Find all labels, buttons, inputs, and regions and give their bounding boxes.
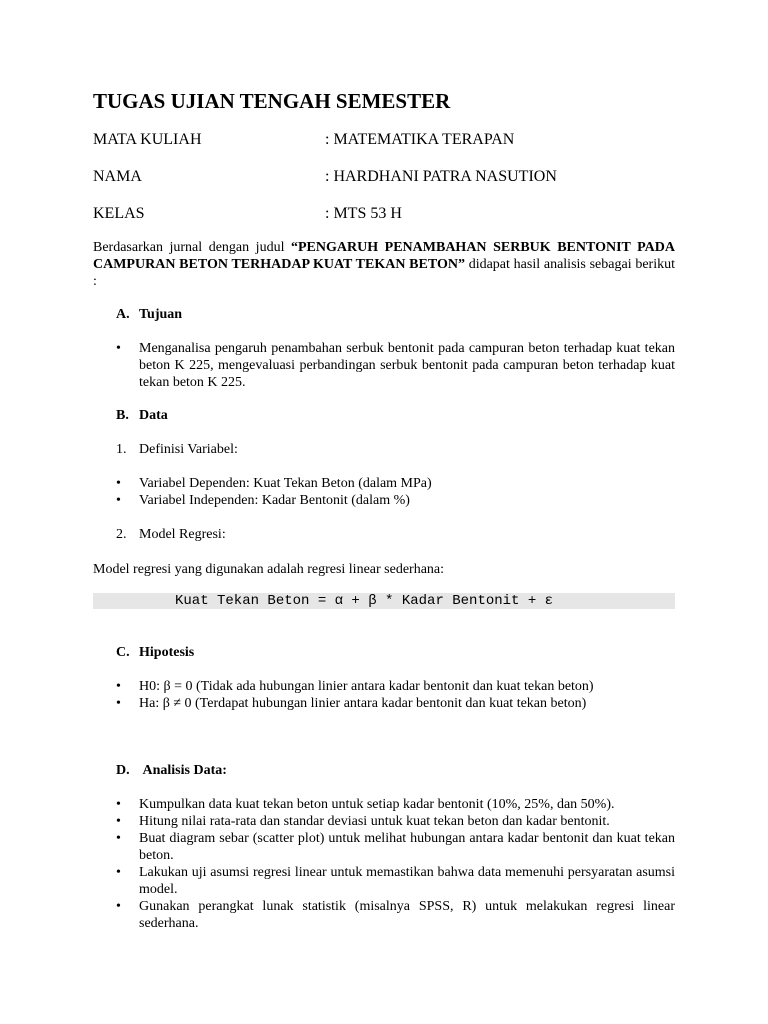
list-item [116, 898, 675, 932]
list-item-text: Kumpulkan data kuat tekan beton untuk setiap kadar bentonit (10%, 25%, dan 50%). [139, 797, 615, 812]
tujuan-list [116, 340, 675, 391]
document-title: TUGAS UJIAN TENGAH SEMESTER [93, 89, 451, 113]
section-b-heading [116, 407, 168, 424]
model-description: Model regresi yang digunakan adalah regresi linear sederhana: [93, 562, 445, 577]
bullet-icon: • [116, 797, 121, 812]
intro-paragraph [93, 239, 675, 290]
list-item-text: Variabel Independen: Kadar Bentonit (dalam %) [139, 493, 410, 508]
item-number: 1. [116, 442, 127, 457]
analysis-list [116, 796, 675, 932]
list-item-text: H0: β = 0 (Tidak ada hubungan linier antara kadar bentonit dan kuat tekan beton) [139, 679, 594, 694]
numbered-item-1 [116, 441, 238, 458]
regression-formula-box [93, 593, 675, 609]
info-label: KELAS [93, 205, 145, 222]
bullet-icon: • [116, 476, 121, 491]
item-text: Model Regresi: [139, 527, 226, 542]
intro-prefix: Berdasarkan jurnal dengan judul [93, 240, 291, 255]
list-item-text: Ha: β ≠ 0 (Terdapat hubungan linier antara kadar bentonit dan kuat tekan beton) [139, 696, 587, 711]
info-value: : MATEMATIKA TERAPAN [325, 131, 515, 148]
list-item-text: Lakukan uji asumsi regresi linear untuk memastikan bahwa data memenuhi persyaratan asumsi model. [139, 865, 675, 897]
bullet-icon: • [116, 899, 121, 914]
bullet-icon: • [116, 341, 121, 356]
section-letter: B. [116, 408, 129, 423]
list-item [116, 796, 675, 813]
list-item [116, 340, 675, 391]
hypothesis-list [116, 678, 675, 712]
list-item [116, 475, 675, 492]
section-letter: C. [116, 645, 130, 660]
list-item [116, 678, 675, 695]
regression-formula: Kuat Tekan Beton = α + β * Kadar Bentonit + ε [175, 593, 554, 609]
bullet-icon: • [116, 865, 121, 880]
list-item [116, 695, 675, 712]
list-item [116, 492, 675, 509]
info-label: MATA KULIAH [93, 131, 202, 148]
section-letter: D. [116, 763, 130, 778]
info-label: NAMA [93, 168, 142, 185]
section-title: Data [139, 408, 168, 423]
list-item [116, 830, 675, 864]
section-a-heading [116, 306, 182, 323]
info-value: : HARDHANI PATRA NASUTION [325, 168, 557, 185]
list-item [116, 864, 675, 898]
section-letter: A. [116, 307, 130, 322]
bullet-icon: • [116, 814, 121, 829]
list-item-text: Gunakan perangkat lunak statistik (misalnya SPSS, R) untuk melakukan regresi linear sederhana. [139, 899, 675, 931]
bullet-icon: • [116, 696, 121, 711]
intro-suffix: didapat hasil analisis sebagai berikut : [93, 257, 676, 289]
list-item-text: Hitung nilai rata-rata dan standar deviasi untuk kuat tekan beton dan kadar bentonit. [139, 814, 610, 829]
list-item-text: Variabel Dependen: Kuat Tekan Beton (dalam MPa) [139, 476, 432, 491]
variable-list [116, 475, 675, 509]
section-title: Tujuan [139, 307, 183, 322]
section-d-heading [116, 762, 227, 779]
section-title: Analisis Data: [142, 763, 227, 778]
item-number: 2. [116, 527, 127, 542]
bullet-icon: • [116, 831, 121, 846]
bullet-icon: • [116, 679, 121, 694]
list-item [116, 813, 675, 830]
list-item-text: Menganalisa pengaruh penambahan serbuk bentonit pada campuran beton terhadap kuat tekan beton K 225, mengevaluasi perbandingan serbuk bentonit pada campuran beton terhadap kuat tekan beton K 225. [139, 341, 675, 390]
info-value: : MTS 53 H [325, 205, 402, 222]
bullet-icon: • [116, 493, 121, 508]
numbered-item-2 [116, 526, 226, 543]
section-title: Hipotesis [139, 645, 195, 660]
item-text: Definisi Variabel: [139, 442, 238, 457]
section-c-heading [116, 644, 194, 661]
journal-title: “PENGARUH PENAMBAHAN SERBUK BENTONIT PADA CAMPURAN BETON TERHADAP KUAT TEKAN BETON” [93, 240, 675, 272]
list-item-text: Buat diagram sebar (scatter plot) untuk melihat hubungan antara kadar bentonit dan kuat tekan beton. [139, 831, 675, 863]
